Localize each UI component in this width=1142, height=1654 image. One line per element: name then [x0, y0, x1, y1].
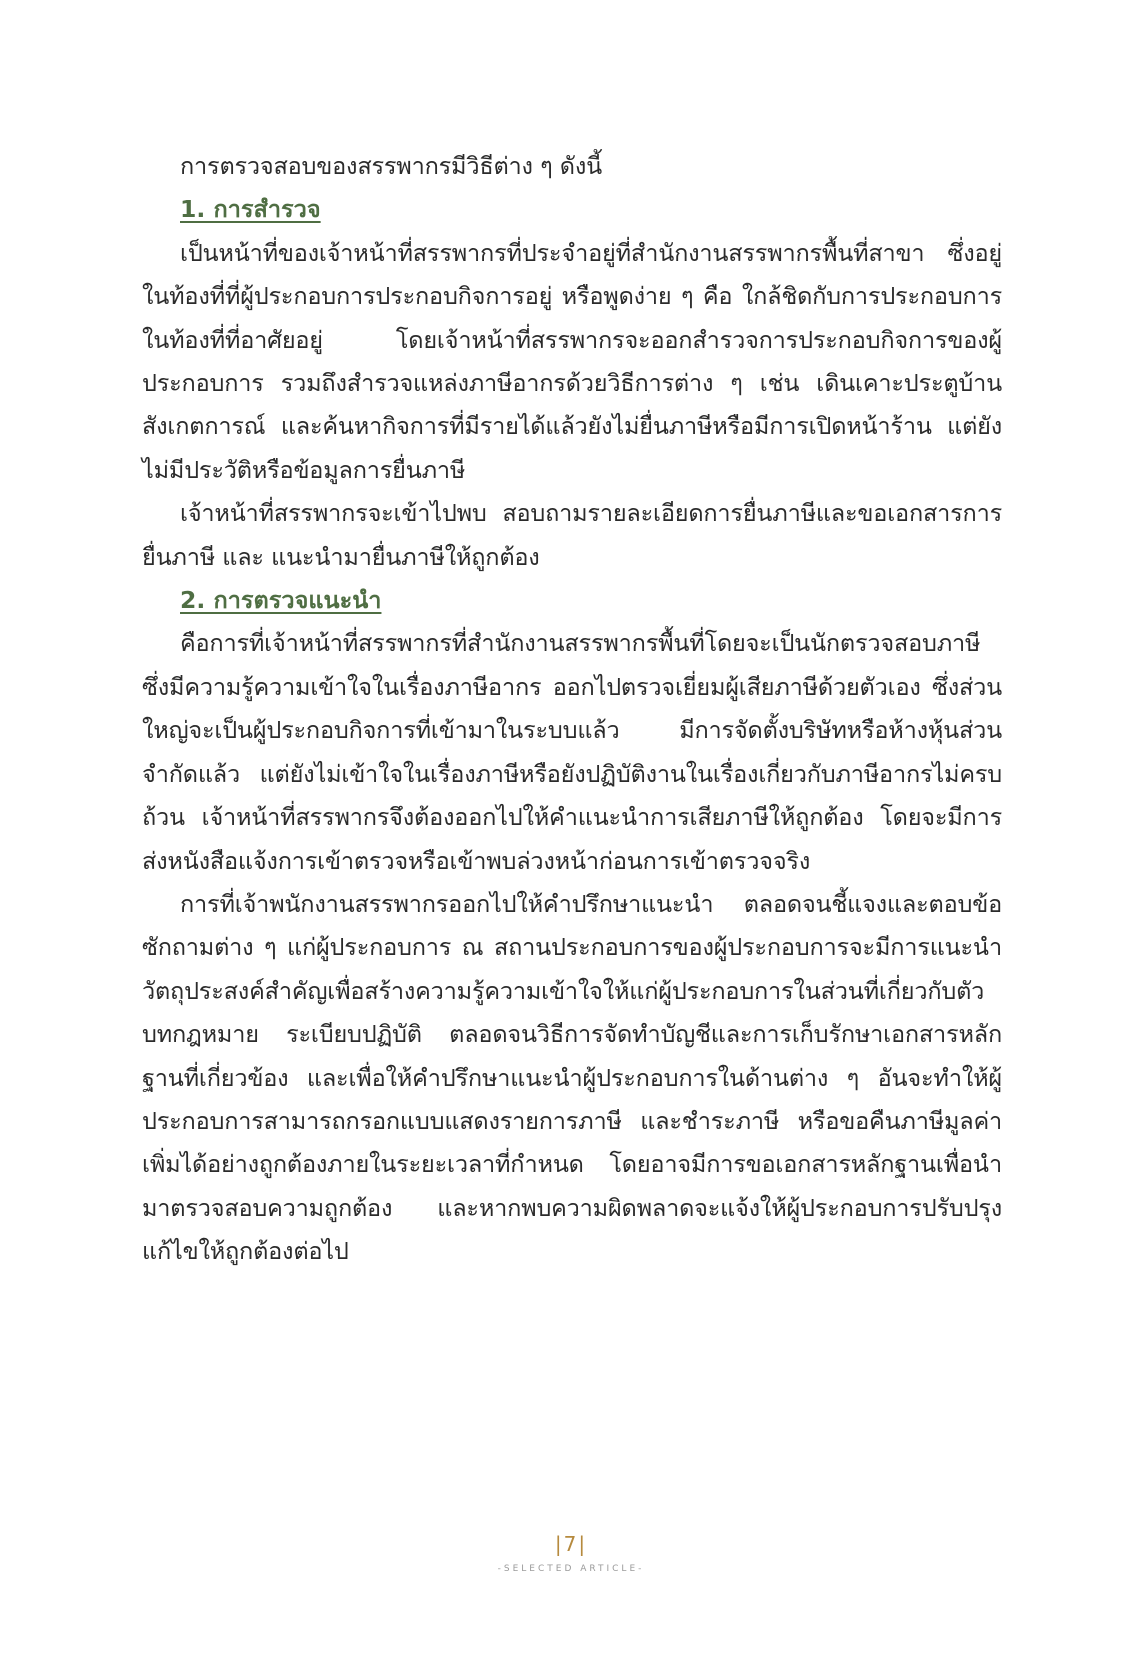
survey-paragraph-1: เป็นหน้าที่ของเจ้าหน้าที่สรรพากรที่ประจำอยู่ที่สำนักงานสรรพากรพื้นที่สาขา ซึ่งอยู่ในท้องที่ที่ผู้ประกอบการประกอบกิจการอยู่ หรือพูดง่าย ๆ คือ ใกล้ชิดกับการประกอบการในท้องที่ที่อาศัยอยู่ โดยเจ้าหน้าที่สรรพากรจะออกสำรวจการประกอบกิจการของผู้ประกอบการ รวมถึงสำรวจแหล่งภาษีอากรด้วยวิธีการต่าง ๆ เช่น เดินเคาะประตูบ้าน สังเกตการณ์ และค้นหากิจการที่มีรายได้แล้วยังไม่ยื่นภาษีหรือมีการเปิดหน้าร้าน แต่ยังไม่มีประวัติหรือข้อมูลการยื่นภาษี — [142, 238, 1002, 484]
article-body — [142, 145, 1002, 1274]
section-heading-advisory-audit: 2. การตรวจแนะนำ — [180, 586, 382, 615]
page-number: |7| — [554, 1532, 588, 1556]
page-footer — [0, 1532, 1142, 1574]
advisory-paragraph-2: การที่เจ้าพนักงานสรรพากรออกไปให้คำปรึกษาแนะนำ ตลอดจนชี้แจงและตอบข้อซักถามต่าง ๆ แก่ผู้ประกอบการ ณ สถานประกอบการของผู้ประกอบการจะมีการแนะนำวัตถุประสงค์สำคัญเพื่อสร้างความรู้ความเข้าใจให้แก่ผู้ประกอบการในส่วนที่เกี่ยวกับตัวบทกฎหมาย ระเบียบปฏิบัติ ตลอดจนวิธีการจัดทำบัญชีและการเก็บรักษาเอกสารหลักฐานที่เกี่ยวข้อง และเพื่อให้คำปรึกษาแนะนำผู้ประกอบการในด้านต่าง ๆ อันจะทำให้ผู้ประกอบการสามารถกรอกแบบแสดงรายการภาษี และชำระภาษี หรือขอคืนภาษีมูลค่าเพิ่มได้อย่างถูกต้องภายในระยะเวลาที่กำหนด โดยอาจมีการขอเอกสารหลักฐานเพื่อนำมาตรวจสอบความถูกต้อง และหากพบความผิดพลาดจะแจ้งให้ผู้ประกอบการปรับปรุงแก้ไขให้ถูกต้องต่อไป — [142, 889, 1002, 1266]
section-heading-survey: 1. การสำรวจ — [180, 195, 321, 224]
survey-paragraph-2: เจ้าหน้าที่สรรพากรจะเข้าไปพบ สอบถามรายละเอียดการยื่นภาษีและขอเอกสารการยื่นภาษี และ แนะนำมายื่นภาษีให้ถูกต้อง — [142, 499, 1002, 571]
intro-paragraph: การตรวจสอบของสรรพากรมีวิธีต่าง ๆ ดังนี้ — [180, 152, 602, 180]
footer-label: -SELECTED ARTICLE- — [497, 1564, 645, 1574]
advisory-paragraph-1: คือการที่เจ้าหน้าที่สรรพากรที่สำนักงานสรรพากรพื้นที่โดยจะเป็นนักตรวจสอบภาษี ซึ่งมีความรู้ความเข้าใจในเรื่องภาษีอากร ออกไปตรวจเยี่ยมผู้เสียภาษีด้วยตัวเอง ซึ่งส่วนใหญ่จะเป็นผู้ประกอบกิจการที่เข้ามาในระบบแล้ว มีการจัดตั้งบริษัทหรือห้างหุ้นส่วนจำกัดแล้ว แต่ยังไม่เข้าใจในเรื่องภาษีหรือยังปฏิบัติงานในเรื่องเกี่ยวกับภาษีอากรไม่ครบถ้วน เจ้าหน้าที่สรรพากรจึงต้องออกไปให้คำแนะนำการเสียภาษีให้ถูกต้อง โดยจะมีการส่งหนังสือแจ้งการเข้าตรวจหรือเข้าพบล่วงหน้าก่อนการเข้าตรวจจริง — [142, 629, 1002, 875]
